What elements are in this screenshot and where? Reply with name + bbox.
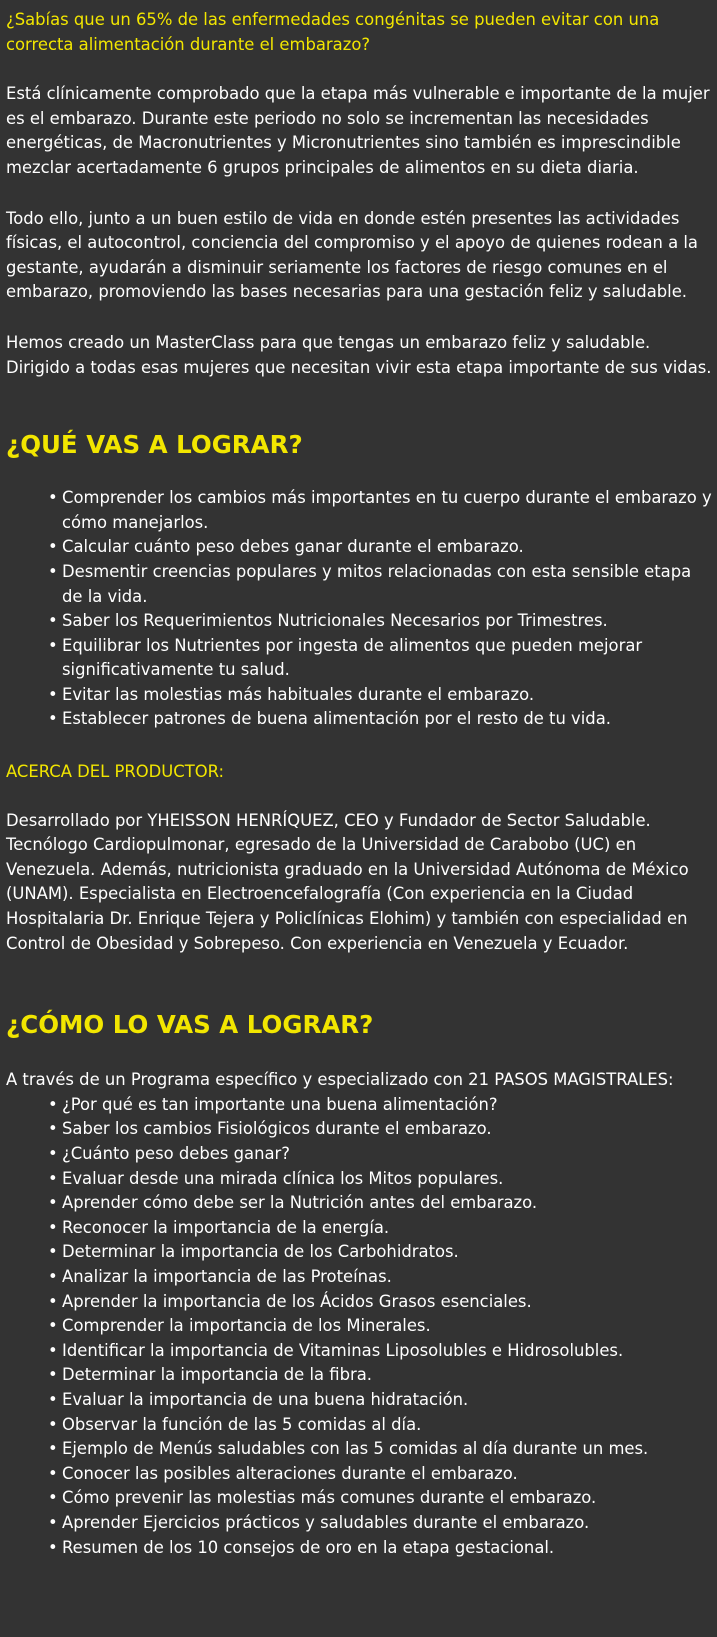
- goals-list-item: • Saber los Requerimientos Nutricionales Necesarios por Trimestres.: [48, 609, 713, 634]
- producer-text: Desarrollado por YHEISSON HENRÍQUEZ, CEO y Fundador de Sector Saludable. Tecnólogo Cardiopulmonar, egresado de la Universidad de Carabobo (UC) en Venezuela. Además, nutricionista graduado en la Universidad Autónoma de México (UNAM). Especialista en Electroencefalografía (Con experiencia en la Ciudad Hospitalaria Dr. Enrique Tejera y Policlínicas Elohim) y también con especialidad en Control de Obesidad y Sobrepeso. Con experiencia en Venezuela y Ecuador.: [6, 810, 689, 953]
- steps-list-item: • Analizar la importancia de las Proteínas.: [48, 1265, 713, 1290]
- steps-list-item: • Evaluar la importancia de una buena hidratación.: [48, 1388, 713, 1413]
- steps-list-item: • Aprender Ejercicios prácticos y saludables durante el embarazo.: [48, 1511, 713, 1536]
- steps-list-item: • ¿Cuánto peso debes ganar?: [48, 1142, 713, 1167]
- goals-list-item: • Comprender los cambios más importantes en tu cuerpo durante el embarazo y cómo manejarlos.: [48, 486, 713, 535]
- steps-list-item: • Identificar la importancia de Vitaminas Liposolubles e Hidrosolubles.: [48, 1339, 713, 1364]
- intro-paragraph-2: Todo ello, junto a un buen estilo de vida en donde estén presentes las actividades físicas, el autocontrol, conciencia del compromiso y el apoyo de quienes rodean a la gestante, ayudarán a disminuir seriamente los factores de riesgo comunes en el embarazo, promoviendo las bases necesarias para una gestación feliz y saludable.: [6, 208, 698, 302]
- method-heading: ¿CÓMO LO VAS A LOGRAR?: [6, 1010, 374, 1040]
- steps-list-item: • Aprender cómo debe ser la Nutrición antes del embarazo.: [48, 1191, 713, 1216]
- steps-list-item: • Conocer las posibles alteraciones durante el embarazo.: [48, 1462, 713, 1487]
- method-intro: A través de un Programa específico y especializado con 21 PASOS MAGISTRALES:: [6, 1070, 674, 1090]
- steps-list-item: • Determinar la importancia de la fibra.: [48, 1363, 713, 1388]
- steps-list-item: • Comprender la importancia de los Minerales.: [48, 1314, 713, 1339]
- goals-list-item: • Desmentir creencias populares y mitos relacionadas con esta sensible etapa de la vida.: [48, 560, 713, 609]
- steps-list-item: • Ejemplo de Menús saludables con las 5 comidas al día durante un mes.: [48, 1437, 713, 1462]
- goals-list-item: • Establecer patrones de buena alimentación por el resto de tu vida.: [48, 707, 713, 732]
- steps-list-item: • Saber los cambios Fisiológicos durante el embarazo.: [48, 1117, 713, 1142]
- producer-heading: ACERCA DEL PRODUCTOR:: [6, 762, 225, 782]
- goals-list-item: • Evitar las molestias más habituales durante el embarazo.: [48, 683, 713, 708]
- goals-list-item: • Equilibrar los Nutrientes por ingesta de alimentos que pueden mejorar significativamente tu salud.: [48, 634, 713, 683]
- intro-question: ¿Sabías que un 65% de las enfermedades congénitas se pueden evitar con una correcta alimentación durante el embarazo?: [6, 10, 660, 54]
- intro-paragraph-3: Hemos creado un MasterClass para que tengas un embarazo feliz y saludable. Dirigido a todas esas mujeres que necesitan vivir esta etapa importante de sus vidas.: [6, 332, 712, 377]
- goals-list: [6, 486, 713, 732]
- steps-list-item: • Evaluar desde una mirada clínica los Mitos populares.: [48, 1167, 713, 1192]
- steps-list-item: • Determinar la importancia de los Carbohidratos.: [48, 1240, 713, 1265]
- goals-list-item: • Calcular cuánto peso debes ganar durante el embarazo.: [48, 535, 713, 560]
- steps-list-item: • Aprender la importancia de los Ácidos Grasos esenciales.: [48, 1290, 713, 1315]
- steps-list-item: • Observar la función de las 5 comidas al día.: [48, 1413, 713, 1438]
- steps-list: [6, 1093, 713, 1560]
- intro-paragraph-1: Está clínicamente comprobado que la etapa más vulnerable e importante de la mujer es el embarazo. Durante este periodo no solo se incrementan las necesidades energéticas, de Macronutrientes y Micronutrientes sino también es imprescindible mezclar acertadamente 6 grupos principales de alimentos en su dieta diaria.: [6, 84, 710, 177]
- goals-heading: ¿QUÉ VAS A LOGRAR?: [6, 430, 303, 460]
- steps-list-item: • Cómo prevenir las molestias más comunes durante el embarazo.: [48, 1486, 713, 1511]
- steps-list-item: • Reconocer la importancia de la energía.: [48, 1216, 713, 1241]
- steps-list-item: • Resumen de los 10 consejos de oro en la etapa gestacional.: [48, 1536, 713, 1561]
- steps-list-item: • ¿Por qué es tan importante una buena alimentación?: [48, 1093, 713, 1118]
